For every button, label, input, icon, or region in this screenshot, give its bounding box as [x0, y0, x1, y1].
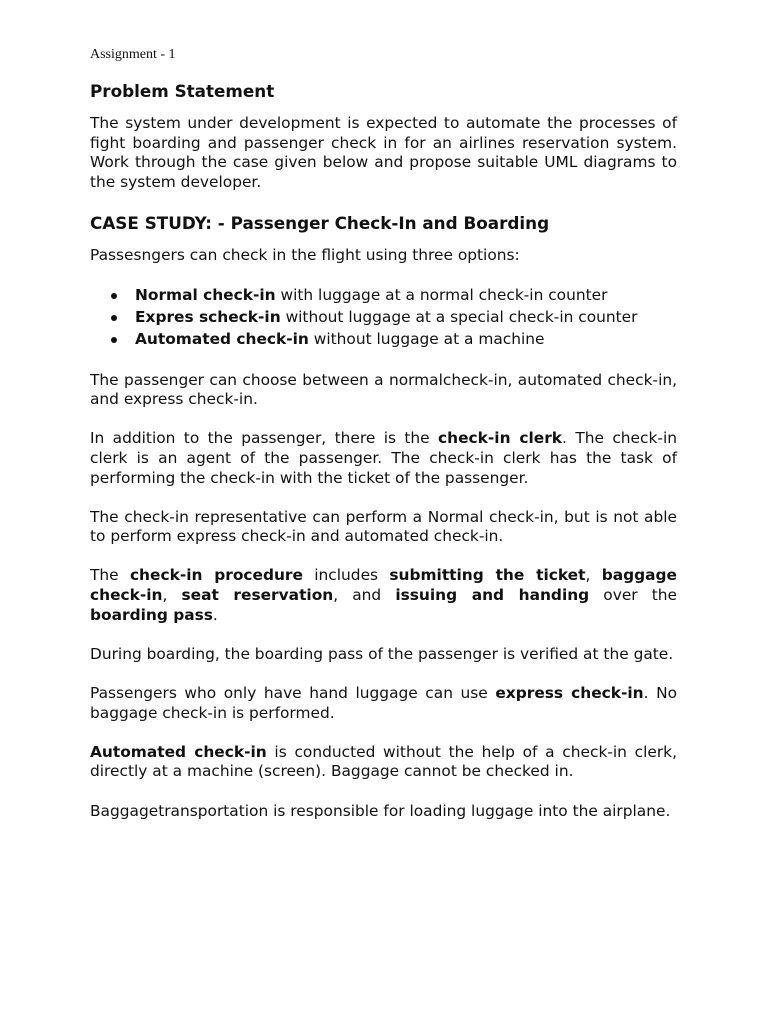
list-item — [111, 329, 677, 351]
option-description: with luggage at a normal check-in counter — [275, 286, 608, 305]
text-run: , — [162, 586, 182, 605]
bold-term: Automated check-in — [90, 742, 267, 761]
text-run: includes — [302, 566, 390, 585]
paragraph-procedure — [90, 566, 677, 625]
problem-statement-heading: Problem Statement — [90, 81, 275, 101]
text-run: . No baggage check-in is performed. — [90, 684, 677, 722]
bold-term: boarding pass — [90, 605, 213, 624]
bold-term: express check-in — [495, 684, 644, 703]
case-study-intro: Passesngers can check in the flight using three options: — [90, 245, 520, 264]
text-run: over the — [589, 586, 677, 605]
text-run: The — [90, 566, 130, 585]
problem-statement-text: The system under development is expected to automate the processes of fight boarding and passenger check in for an airlines reservation system. Work through the case given below and propose suitable UML diagrams to the system developer. — [90, 114, 677, 191]
bullet-icon — [111, 315, 117, 321]
case-study-heading: CASE STUDY: - Passenger Check-In and Boarding — [90, 212, 550, 233]
bold-term: check-in procedure — [129, 566, 303, 585]
text-run: Passengers who only have hand luggage can use — [90, 684, 496, 703]
bold-term: seat reservation — [181, 586, 334, 605]
text-run: In addition to the passenger, there is the — [90, 429, 439, 448]
text-run: , — [585, 566, 602, 585]
list-item — [111, 307, 677, 329]
paragraph-automated — [90, 743, 677, 782]
paragraph-baggage-transportation: Baggagetransportation is responsible for loading luggage into the airplane. — [90, 801, 671, 820]
paragraph-boarding: During boarding, the boarding pass of the passenger is verified at the gate. — [90, 644, 674, 663]
option-name: Normal check-in — [135, 286, 276, 305]
bullet-icon — [111, 337, 117, 343]
bold-term: check-in clerk — [438, 429, 563, 448]
paragraph-express — [90, 684, 677, 723]
bold-term: submitting the ticket — [389, 566, 586, 585]
paragraph-representative: The check-in representative can perform a Normal check-in, but is not able to perform express check-in and automated check-in. — [90, 507, 677, 546]
check-in-options-list — [90, 285, 677, 350]
text-run: . — [212, 605, 218, 624]
text-run: , and — [333, 586, 396, 605]
option-name: Automated check-in — [135, 329, 309, 348]
bold-term: baggage check-in — [90, 566, 677, 605]
option-description: without luggage at a special check-in counter — [280, 307, 638, 326]
bold-term: issuing and handing — [395, 586, 590, 605]
option-name: Expres scheck-in — [135, 307, 281, 326]
list-item — [111, 285, 677, 307]
option-description: without luggage at a machine — [308, 329, 545, 348]
text-run: is conducted without the help of a check-in clerk, directly at a machine (screen). Baggage cannot be checked in. — [90, 742, 677, 781]
assignment-label: Assignment - 1 — [90, 47, 176, 62]
bullet-icon — [111, 293, 117, 299]
paragraph-choice: The passenger can choose between a normalcheck-in, automated check-in, and express check-in. — [90, 370, 677, 409]
text-run: . The check-in clerk is an agent of the passenger. The check-in clerk has the task of performing the check-in with the ticket of the passenger. — [90, 429, 677, 487]
paragraph-check-in-clerk — [90, 429, 677, 488]
document-page — [90, 46, 677, 841]
